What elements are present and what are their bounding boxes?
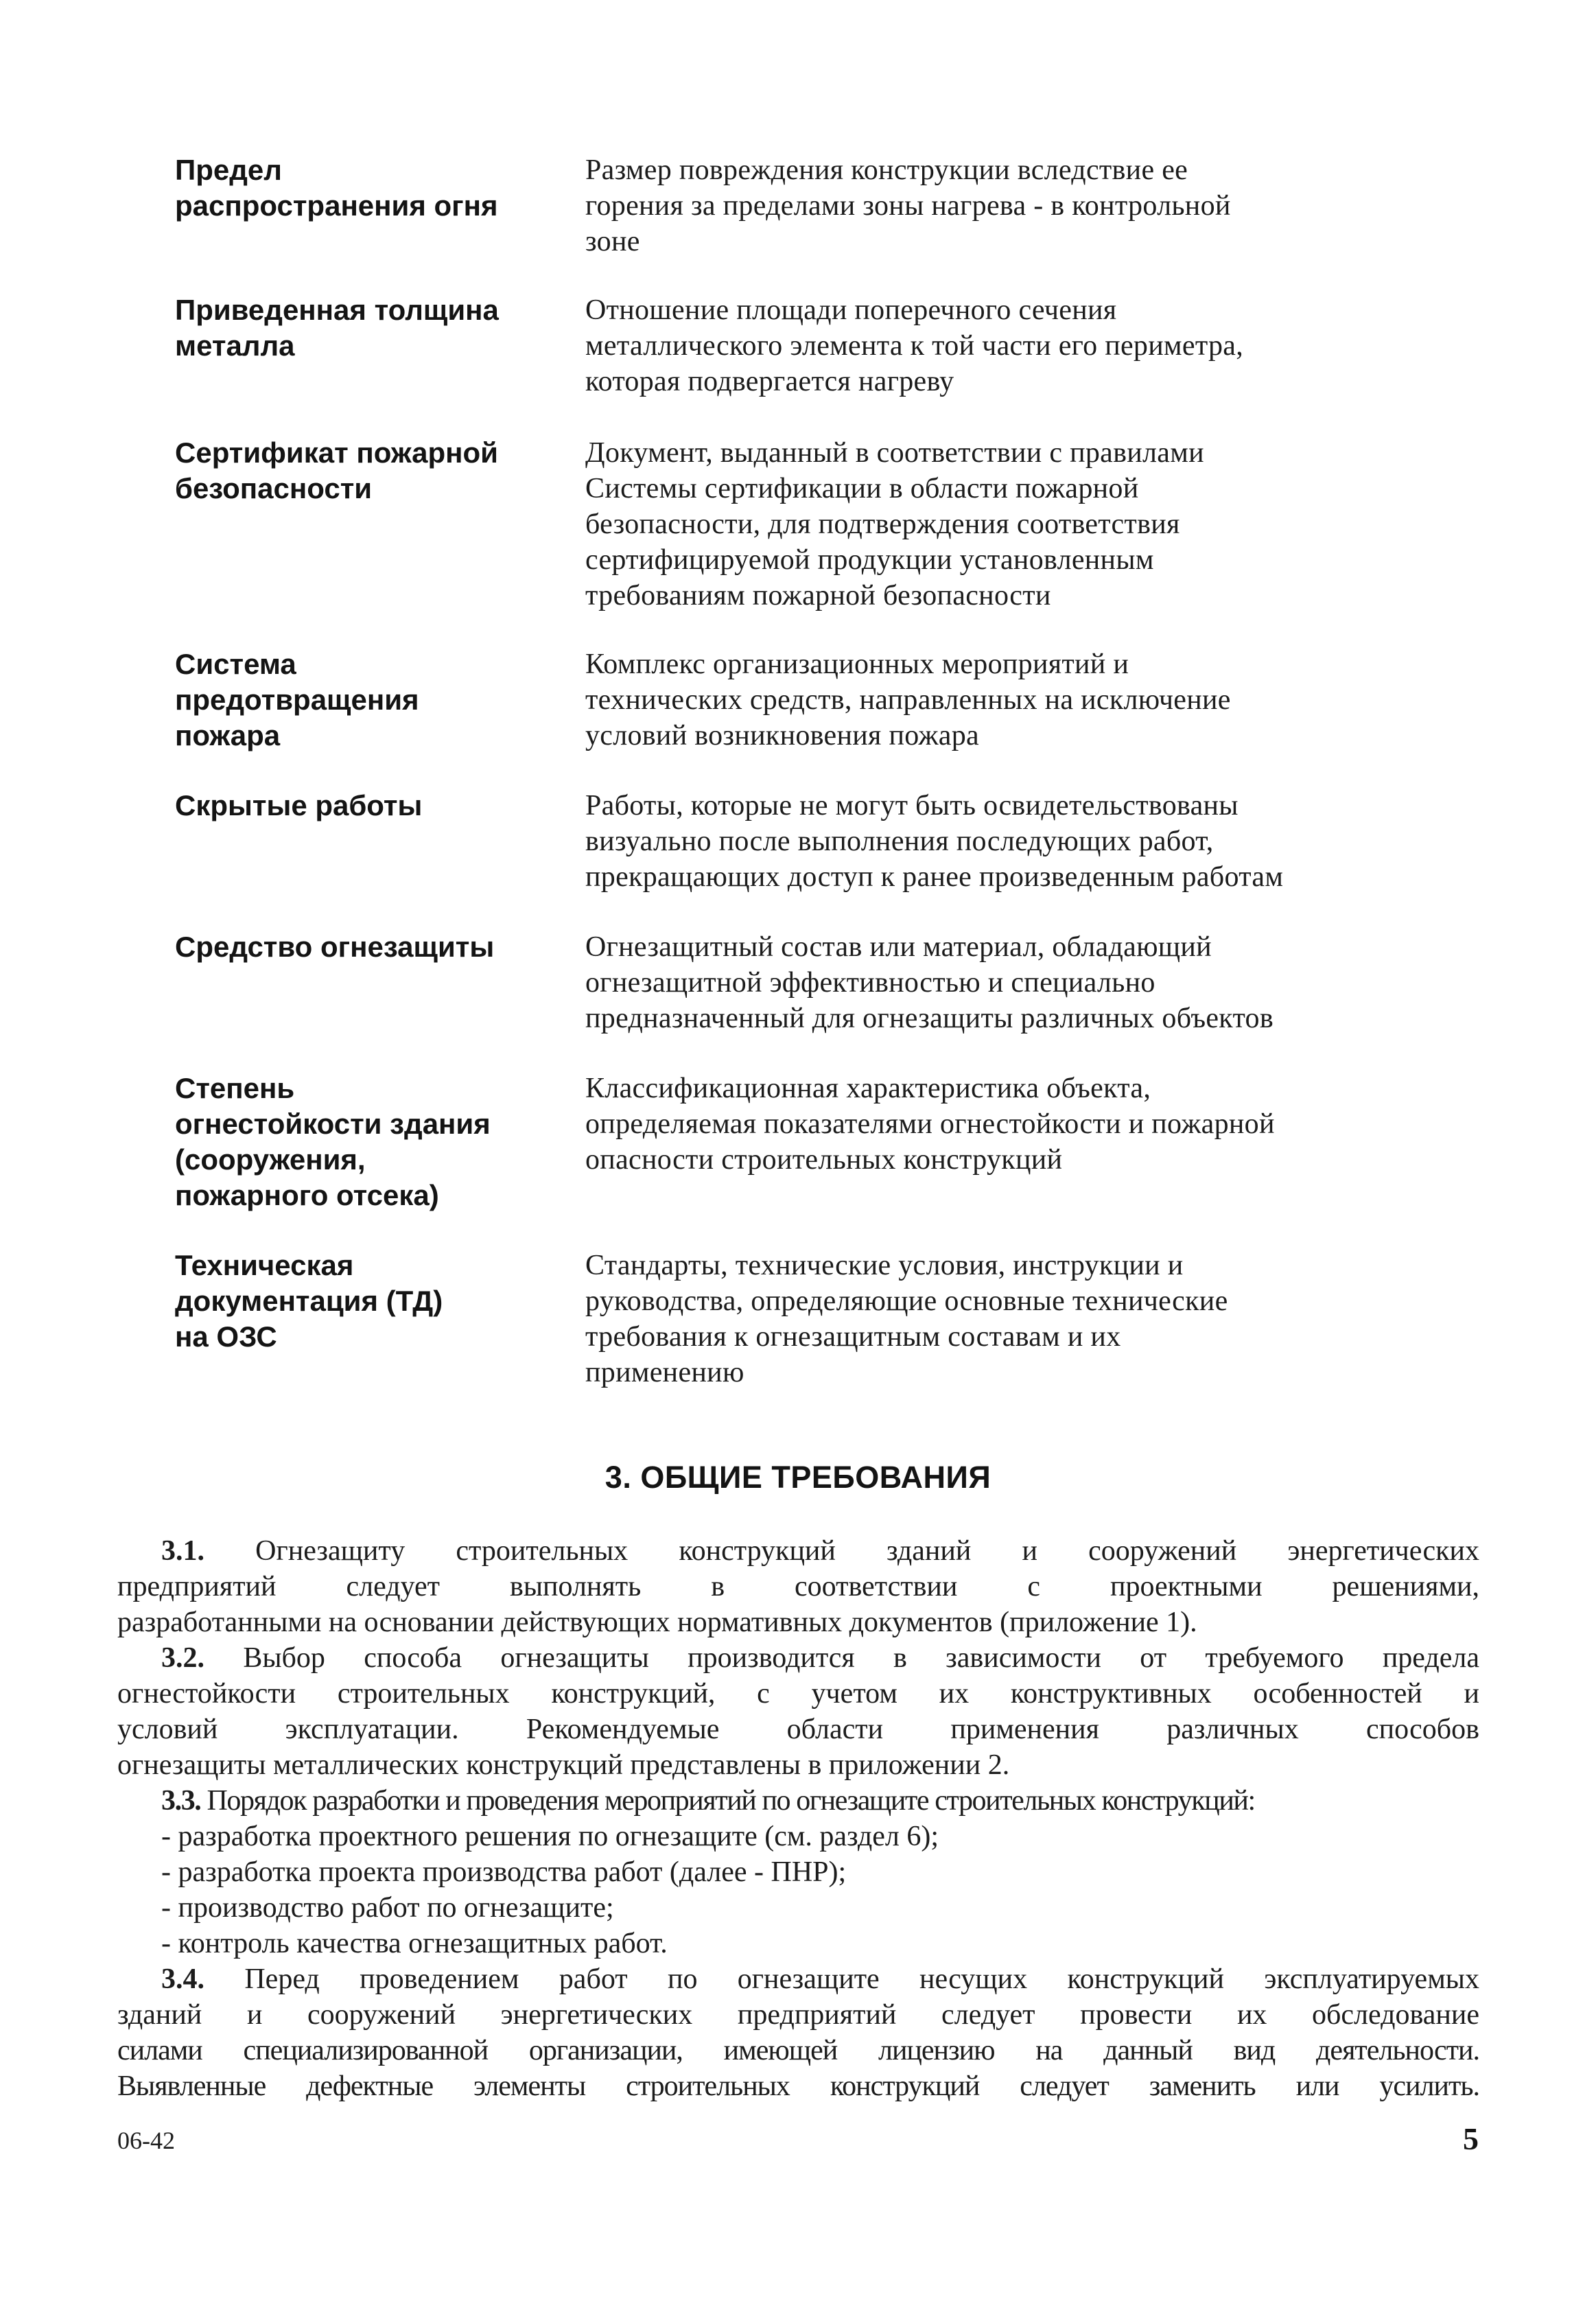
paragraph-3-3 [117, 1783, 1479, 1961]
definition-text: Классификационная характеристика объекта, определяемая показателями огнестойкости и пожарной опасности строительных конструкций [585, 1073, 1275, 1176]
paragraph-line: огнестойкости строительных конструкций, с учетом их конструктивных особенностей и [117, 1678, 1479, 1710]
definition-text: Комплекс организационных мероприятий и технических средств, направленных на исключение условий возникновения пожара [585, 649, 1231, 751]
definition-term: Средство огнезащиты [175, 931, 495, 963]
paragraph-line: зданий и сооружений энергетических предприятий следует провести их обследование [117, 1999, 1479, 2031]
list-item: - разработка проектного решения по огнезащите (см. раздел 6); [161, 1821, 939, 1852]
paragraph-line: условий эксплуатации. Рекомендуемые области применения различных способов [117, 1714, 1479, 1745]
paragraph-3-2 [117, 1640, 1479, 1783]
definition-row [175, 152, 1458, 292]
paragraph-line: 3.1. Огнезащиту строительных конструкций зданий и сооружений энергетических [161, 1535, 1479, 1567]
definition-term: Скрытые работы [175, 789, 423, 821]
definition-term: Сертификат пожарной безопасности [175, 436, 498, 504]
paragraph-number: 3.1. [161, 1535, 204, 1567]
list-item: - контроль качества огнезащитных работ. [161, 1928, 668, 1959]
paragraph-line: огнезащиты металлических конструкций представлены в приложении 2. [117, 1749, 1010, 1781]
paragraph-line: 3.2. Выбор способа огнезащиты производится в зависимости от требуемого предела [161, 1642, 1479, 1674]
paragraph-line: 3.4. Перед проведением работ по огнезащите несущих конструкций эксплуатируемых [161, 1963, 1479, 1995]
definition-row [175, 788, 1458, 929]
list-item: - разработка проекта производства работ (далее - ПНР); [161, 1856, 847, 1888]
definition-row [175, 1071, 1458, 1248]
definition-text: Отношение площади поперечного сечения металлического элемента к той части его периметра, которая подвергается нагреву [585, 294, 1244, 397]
paragraph-3-1 [117, 1533, 1479, 1640]
list-item: - производство работ по огнезащите; [161, 1892, 614, 1924]
definition-text: Работы, которые не могут быть освидетельствованы визуально после выполнения последующих работ, прекращающих доступ к ранее произведенным работам [585, 790, 1284, 893]
paragraph-3-4 [117, 1961, 1479, 2104]
definition-row [175, 646, 1458, 788]
definition-row [175, 1248, 1458, 1392]
paragraph-line: предприятий следует выполнять в соответствии с проектными решениями, [117, 1571, 1479, 1602]
paragraph-line: разработанными на основании действующих нормативных документов (приложение 1). [117, 1607, 1197, 1638]
definition-text: Документ, выданный в соответствии с правилами Системы сертификации в области пожарной безопасности, для подтверждения соответствия сертифицируемой продукции установленным требованиям пожарной безопасности [585, 437, 1204, 611]
paragraph-line: 3.3. Порядок разработки и проведения мероприятий по огнезащите строительных конструкций: [161, 1785, 1255, 1817]
definition-term: Предел распространения огня [175, 154, 498, 222]
document-code: 06-42 [117, 2127, 175, 2154]
definition-row [175, 929, 1458, 1071]
section-body [117, 1533, 1479, 2104]
section-title: 3. ОБЩИЕ ТРЕБОВАНИЯ [605, 1460, 991, 1495]
definition-text: Стандарты, технические условия, инструкции и руководства, определяющие основные технические требования к огнезащитным составам и их применению [585, 1250, 1228, 1388]
definition-row [175, 292, 1458, 435]
page-number: 5 [1463, 2121, 1479, 2156]
definition-term: Система предотвращения пожара [175, 648, 419, 751]
definition-term: Техническая документация (ТД) на ОЗС [175, 1249, 443, 1353]
paragraph-line: Выявленные дефектные элементы строительных конструкций следует заменить или усилить. [117, 2070, 1479, 2102]
paragraph-number: 3.3. [161, 1785, 201, 1817]
paragraph-line: силами специализированной организации, имеющей лицензию на данный вид деятельности. [117, 2035, 1479, 2066]
definition-term: Приведенная толщина металла [175, 294, 499, 362]
definition-term: Степень огнестойкости здания (сооружения, пожарного отсека) [175, 1072, 491, 1211]
definitions-list [175, 152, 1458, 1392]
definition-row [175, 435, 1458, 646]
definition-text: Огнезащитный состав или материал, обладающий огнезащитной эффективностью и специально предназначенный для огнезащиты различных объектов [585, 931, 1274, 1034]
paragraph-number: 3.4. [161, 1963, 204, 1995]
definition-text: Размер повреждения конструкции вследствие ее горения за пределами зоны нагрева - в контрольной зоне [585, 154, 1231, 257]
paragraph-number: 3.2. [161, 1642, 204, 1674]
